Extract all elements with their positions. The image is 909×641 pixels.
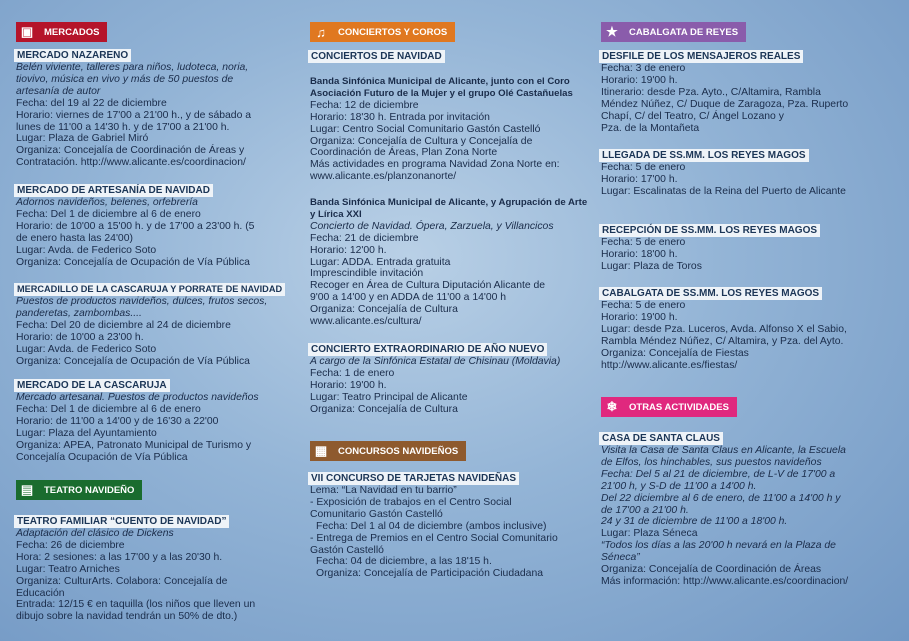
event-date: Fecha: 3 de enero	[601, 63, 686, 74]
section-otras	[601, 397, 737, 417]
conciertos-de-navidad	[310, 50, 588, 63]
event-date: Fecha: del 19 al 22 de diciembre	[16, 97, 167, 109]
event-link[interactable]: www.alicante.es/planzonanorte/	[310, 171, 457, 183]
event-title: LLEGADA DE SS.MM. LOS REYES MAGOS	[599, 149, 809, 162]
event-route: Itinerario: desde Pza. Ayto., C/Altamira, Rambla	[601, 86, 821, 98]
event-desc: Belén viviente, talleres para niños, ludoteca, noria,	[16, 62, 249, 73]
event-mercado-nazareno	[16, 49, 296, 169]
event-route: Méndez Núñez, C/ Duque de Zaragoza, Pza. Ruperto	[601, 98, 849, 110]
event-organizer: Organiza: Concejalía de Ocupación de Vía Pública	[16, 256, 250, 268]
section-mercados	[16, 22, 107, 42]
snowflake-icon: ❄	[601, 397, 623, 417]
section-label: CONCURSOS NAVIDEÑOS	[332, 441, 466, 461]
event-desfile-mensajeros	[601, 50, 901, 134]
event-organizer: Organiza: Concejalía de Coordinación de Áreas	[601, 564, 822, 576]
event-line: Gastón Castelló	[310, 544, 384, 556]
event-schedule: Horario: 19'00 h.	[310, 379, 387, 391]
event-line: Comunitario Gastón Castelló	[310, 508, 443, 520]
event-desc: Mercado artesanal. Puestos de productos navideños	[16, 392, 259, 403]
event-subtitle: Banda Sinfónica Municipal de Alicante, y Agrupación de Arte	[310, 197, 588, 208]
event-place: Lugar: Teatro Arniches	[16, 563, 120, 575]
event-date: de 17'00 a 21'00 h.	[601, 504, 689, 516]
event-concierto-ano-nuevo	[310, 343, 588, 416]
event-place: 9'00 a 14'00 y en ADDA de 11'00 a 14'00 h	[310, 292, 507, 304]
shop-icon: ▣	[16, 22, 38, 42]
event-date: Fecha: Del 1 de diciembre al 6 de enero	[16, 208, 201, 220]
event-link[interactable]: http://www.alicante.es/fiestas/	[601, 359, 738, 371]
event-place: Lugar: Centro Social Comunitario Gastón Castelló	[310, 123, 541, 135]
event-mercado-cascaruja	[16, 379, 296, 463]
event-desc: Adaptación del clásico de Dickens	[16, 528, 174, 539]
event-note: Séneca”	[601, 552, 640, 564]
event-schedule: Horario: 12'00 h.	[310, 244, 387, 256]
event-title: CASA DE SANTA CLAUS	[599, 432, 723, 445]
event-date: 24 y 31 de diciembre de 11'00 a 18'00 h.	[601, 516, 788, 528]
event-more: Más actividades en programa Navidad Zona Norte en:	[310, 159, 560, 171]
event-line: - Entrega de Premios en el Centro Social Comunitario	[310, 532, 558, 544]
event-schedule: Hora: 2 sesiones: a las 17'00 y a las 20'30 h.	[16, 551, 223, 563]
event-place: Lugar: Escalinatas de la Reina del Puerto de Alicante	[601, 185, 846, 197]
star-icon: ★	[601, 22, 623, 42]
event-organizer: Organiza: Concejalía de Coordinación de Áreas y	[16, 145, 245, 157]
event-subtitle: y Lírica XXI	[310, 208, 362, 220]
event-title: MERCADILLO DE LA CASCARUJA Y PORRATE DE NAVIDAD	[14, 283, 285, 296]
event-schedule: Horario: 18'30 h. Entrada por invitación	[310, 111, 490, 123]
event-schedule: Horario: 18'00 h.	[601, 248, 678, 260]
event-schedule: Horario: 17'00 h.	[601, 173, 678, 185]
gift-icon: ▦	[310, 441, 332, 461]
section-label: CABALGATA DE REYES	[623, 22, 746, 42]
event-date: Fecha: Del 20 de diciembre al 24 de diciembre	[16, 319, 231, 331]
event-cabalgata-reyes	[601, 287, 901, 371]
event-banda-coro	[310, 76, 588, 183]
event-title: MERCADO NAZARENO	[14, 49, 131, 62]
event-schedule: Horario: 19'00 h.	[601, 311, 678, 323]
event-place: Lugar: Avda. de Federico Soto	[16, 343, 157, 355]
event-teatro-familiar	[16, 515, 296, 623]
event-llegada-reyes	[601, 149, 901, 198]
event-line: Lema: “La Navidad en tu barrio”	[310, 485, 457, 496]
event-organizer: Organiza: CulturArts. Colabora: Concejalía de	[16, 575, 228, 587]
event-schedule: Horario: de 10'00 a 15'00 h. y de 17'00 a 23'00 h. (5	[16, 220, 255, 232]
event-organizer: Organiza: APEA, Patronato Municipal de Turismo y	[16, 439, 252, 451]
event-date: Fecha: 5 de enero	[601, 300, 686, 311]
section-label: OTRAS ACTIVIDADES	[623, 397, 737, 417]
event-place: Lugar: Teatro Principal de Alicante	[310, 391, 468, 403]
event-desc: panderetas, zambombas....	[16, 307, 142, 319]
event-title: CONCIERTOS DE NAVIDAD	[308, 50, 445, 63]
event-line: Organiza: Concejalía de Participación Ciudadana	[316, 568, 544, 580]
event-organizer: Concejalía Ocupación de Vía Pública	[16, 451, 188, 463]
event-place: Lugar: desde Pza. Luceros, Avda. Alfonso X el Sabio,	[601, 323, 847, 335]
event-date: Fecha: 12 de diciembre	[310, 99, 419, 111]
event-title: DESFILE DE LOS MENSAJEROS REALES	[599, 50, 803, 63]
event-mercadillo-cascaruja	[16, 283, 296, 367]
event-date: Fecha: 1 de enero	[310, 367, 395, 379]
event-place: Lugar: ADDA. Entrada gratuita	[310, 256, 451, 268]
event-casa-santa-claus	[601, 432, 901, 588]
event-note: “Todos los días a las 20'00 h nevará en la Plaza de	[601, 540, 836, 552]
event-desc: Concierto de Navidad. Ópera, Zarzuela, y Villancicos	[310, 220, 554, 232]
music-notes-icon: ♫	[310, 22, 332, 42]
event-organizer: Organiza: Concejalía de Cultura	[310, 403, 458, 415]
event-organizer: Organiza: Concejalía de Fiestas	[601, 347, 749, 359]
event-date: Fecha: Del 5 al 21 de diciembre, de L-V de 17'00 a	[601, 468, 836, 480]
event-place: Imprescindible invitación	[310, 268, 424, 280]
event-desc: Puestos de productos navideños, dulces, frutos secos,	[16, 296, 268, 307]
section-label: MERCADOS	[38, 22, 107, 42]
section-cabalgata	[601, 22, 746, 42]
event-title: MERCADO DE LA CASCARUJA	[14, 379, 170, 392]
event-line: Fecha: 04 de diciembre, a las 18'15 h.	[316, 556, 492, 568]
event-place: Lugar: Plaza de Toros	[601, 260, 702, 272]
event-place: Lugar: Plaza de Gabriel Miró	[16, 133, 149, 145]
event-schedule: Horario: viernes de 17'00 a 21'00 h., y de sábado a	[16, 109, 252, 121]
event-desc: artesanía de autor	[16, 85, 101, 97]
section-label: CONCIERTOS Y COROS	[332, 22, 455, 42]
event-organizer: Contratación. http://www.alicante.es/coordinacion/	[16, 157, 246, 169]
event-date: Del 22 diciembre al 6 de enero, de 11'00 a 14'00 h y	[601, 492, 841, 504]
event-subtitle: Asociación Futuro de la Mujer y el grupo Olé Castañuelas	[310, 87, 573, 99]
event-subtitle: Banda Sinfónica Municipal de Alicante, junto con el Coro	[310, 76, 570, 87]
event-desc: Adornos navideños, belenes, orfebrería	[16, 197, 198, 208]
event-date: 21'00 h, y S-D de 11'00 a 14'00 h.	[601, 480, 757, 492]
event-concurso-tarjetas	[310, 472, 588, 580]
event-date: Fecha: 21 de diciembre	[310, 232, 419, 244]
event-date: Fecha: 5 de enero	[601, 237, 686, 248]
section-teatro	[16, 480, 142, 500]
event-place: Rambla Méndez Núñez, C/ Altamira, y Pza. del Ayto.	[601, 335, 844, 347]
event-schedule: Horario: de 10'00 a 23'00 h.	[16, 331, 144, 343]
event-place: Lugar: Plaza Séneca	[601, 528, 698, 540]
event-route: Chapí, C/ del Teatro, C/ Ángel Lozano y	[601, 110, 784, 122]
stage-icon: ▤	[16, 480, 38, 500]
event-title: CONCIERTO EXTRAORDINARIO DE AÑO NUEVO	[308, 343, 547, 356]
event-schedule: lunes de 11'00 a 14'30 h. y de 17'00 a 21'00 h.	[16, 121, 230, 133]
event-date: Fecha: 26 de diciembre	[16, 539, 125, 551]
event-schedule: Horario: de 11'00 a 14'00 y de 16'30 a 22'00	[16, 415, 219, 427]
event-banda-lirica	[310, 197, 588, 328]
event-title: RECEPCIÓN DE SS.MM. LOS REYES MAGOS	[599, 224, 820, 237]
event-organizer: Organiza: Concejalía de Ocupación de Vía Pública	[16, 355, 250, 367]
event-link[interactable]: Más información: http://www.alicante.es/coordinacion/	[601, 575, 849, 587]
event-price: Entrada: 12/15 € en taquilla (los niños que lleven un	[16, 599, 256, 611]
event-schedule: Horario: 19'00 h.	[601, 74, 678, 86]
event-place: Lugar: Plaza del Ayuntamiento	[16, 427, 157, 439]
event-organizer: Organiza: Concejalía de Cultura	[310, 304, 458, 316]
event-title: VII CONCURSO DE TARJETAS NAVIDEÑAS	[308, 472, 519, 485]
event-price: dibujo sobre la navidad tendrán un 50% de dto.)	[16, 611, 238, 623]
event-schedule: de enero hasta las 24'00)	[16, 232, 133, 244]
event-link[interactable]: www.alicante.es/cultura/	[310, 316, 422, 328]
section-conciertos	[310, 22, 455, 42]
event-desc: de Elfos, los hinchables, sus puestos navideños	[601, 456, 822, 468]
section-concursos	[310, 441, 466, 461]
event-title: MERCADO DE ARTESANÍA DE NAVIDAD	[14, 184, 213, 197]
event-organizer: Organiza: Concejalía de Cultura y Concejalía de	[310, 135, 533, 147]
event-mercado-artesania	[16, 184, 296, 268]
event-date: Fecha: 5 de enero	[601, 162, 686, 173]
event-organizer: Coordinación de Áreas, Plan Zona Norte	[310, 147, 498, 159]
event-desc: A cargo de la Sinfónica Estatal de Chisinau (Moldavia)	[310, 356, 561, 367]
section-label: TEATRO NAVIDEÑO	[38, 480, 142, 500]
event-desc: tiovivo, música en vivo y más de 50 puestos de	[16, 73, 234, 85]
event-line: Fecha: Del 1 al 04 de diciembre (ambos inclusive)	[316, 520, 547, 532]
event-place: Lugar: Avda. de Federico Soto	[16, 244, 157, 256]
event-line: - Exposición de trabajos en el Centro Social	[310, 496, 512, 508]
event-recepcion-reyes	[601, 224, 901, 273]
event-place: Recoger en Área de Cultura Diputación Alicante de	[310, 280, 546, 292]
event-title: CABALGATA DE SS.MM. LOS REYES MAGOS	[599, 287, 822, 300]
event-desc: Visita la Casa de Santa Claus en Alicante, la Escuela	[601, 445, 846, 456]
event-title: TEATRO FAMILIAR “CUENTO DE NAVIDAD”	[14, 515, 229, 528]
event-route: Pza. de la Montañeta	[601, 122, 700, 134]
event-organizer: Educación	[16, 587, 65, 599]
event-date: Fecha: Del 1 de diciembre al 6 de enero	[16, 403, 201, 415]
